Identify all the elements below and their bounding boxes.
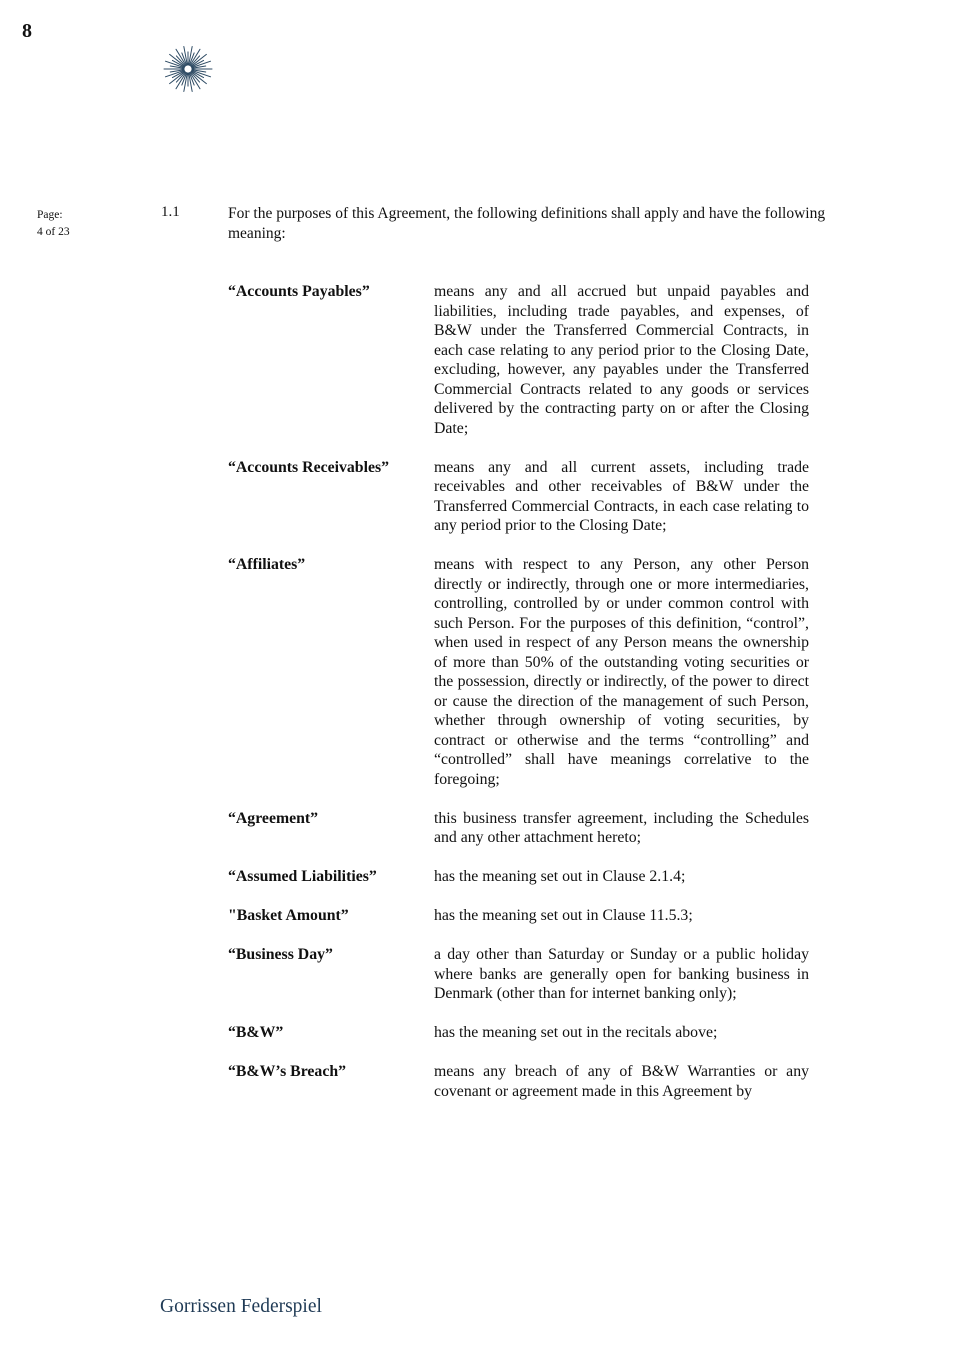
definition-term: "Basket Amount” [228, 907, 349, 924]
definition-term: “B&W” [228, 1024, 284, 1041]
definition-row [228, 555, 809, 789]
definition-meaning: has the meaning set out in Clause 11.5.3; [434, 907, 693, 924]
definition-row [228, 906, 809, 926]
clause-number: 1.1 [161, 204, 180, 220]
footer-firm-name: Gorrissen Federspiel [160, 1296, 322, 1317]
definition-term: “Agreement” [228, 809, 319, 827]
page-label-value: 4 of 23 [37, 226, 70, 238]
definition-row [228, 458, 809, 536]
definition-meaning: means any and all accrued but unpaid payables and liabilities, including trade payables, and expenses, of B&W under the Transferred Commercial Contracts, in each case relating to any period prior to the Closing Date, excluding, however, any payables under the Transferred Commercial Contracts related to any goods or services delivered by the contracting party on or after the Closing Date; [434, 283, 809, 437]
page-indicator [37, 207, 70, 241]
definition-term: “Accounts Payables” [228, 283, 370, 300]
definition-row [228, 809, 809, 848]
definition-term: “Accounts Receivables” [228, 458, 390, 476]
definition-meaning: a day other than Saturday or Sunday or a public holiday where banks are generally open for banking business in Denmark (other than for internet banking only); [434, 946, 809, 1002]
definition-term: “Affiliates” [228, 556, 306, 573]
clause-intro: For the purposes of this Agreement, the following definitions shall apply and have the following meaning: [228, 205, 826, 242]
definition-meaning: this business transfer agreement, including the Schedules and any other attachment hereto; [434, 809, 809, 846]
starburst-logo-icon [160, 44, 216, 94]
definitions-list [228, 282, 809, 1121]
definition-row [228, 945, 809, 1004]
page-number: 8 [22, 20, 32, 42]
definition-term: “Business Day” [228, 946, 333, 963]
definition-meaning: means any and all current assets, including trade receivables and other receivables of B&W under the Transferred Commercial Contracts, in each case relating to any period prior to the Closing Date; [434, 458, 809, 534]
definition-meaning: means any breach of any of B&W Warranties or any covenant or agreement made in this Agreement by [434, 1063, 809, 1100]
definition-row [228, 1062, 809, 1101]
definition-meaning: has the meaning set out in the recitals above; [434, 1024, 718, 1041]
definition-meaning: has the meaning set out in Clause 2.1.4; [434, 868, 686, 885]
definition-term: “Assumed Liabilities” [228, 868, 377, 885]
definition-meaning: means with respect to any Person, any other Person directly or indirectly, through one or more intermediaries, controlling, controlled by or under common control with such Person. For the purposes of this definition, “control”, when used in respect of any Person means the ownership of more than 50% of the outstanding voting securities or the possession, directly or indirectly, of the power to direct or cause the direction of the management of such Person, whether through ownership of voting securities, by contract or otherwise and the terms “controlling” and “controlled” shall have meanings correlative to the foregoing; [434, 556, 809, 788]
definition-row [228, 282, 809, 438]
definition-term: “B&W’s Breach” [228, 1063, 347, 1080]
page-label-title: Page: [37, 209, 63, 221]
definition-row [228, 1023, 809, 1043]
definition-row [228, 867, 809, 887]
